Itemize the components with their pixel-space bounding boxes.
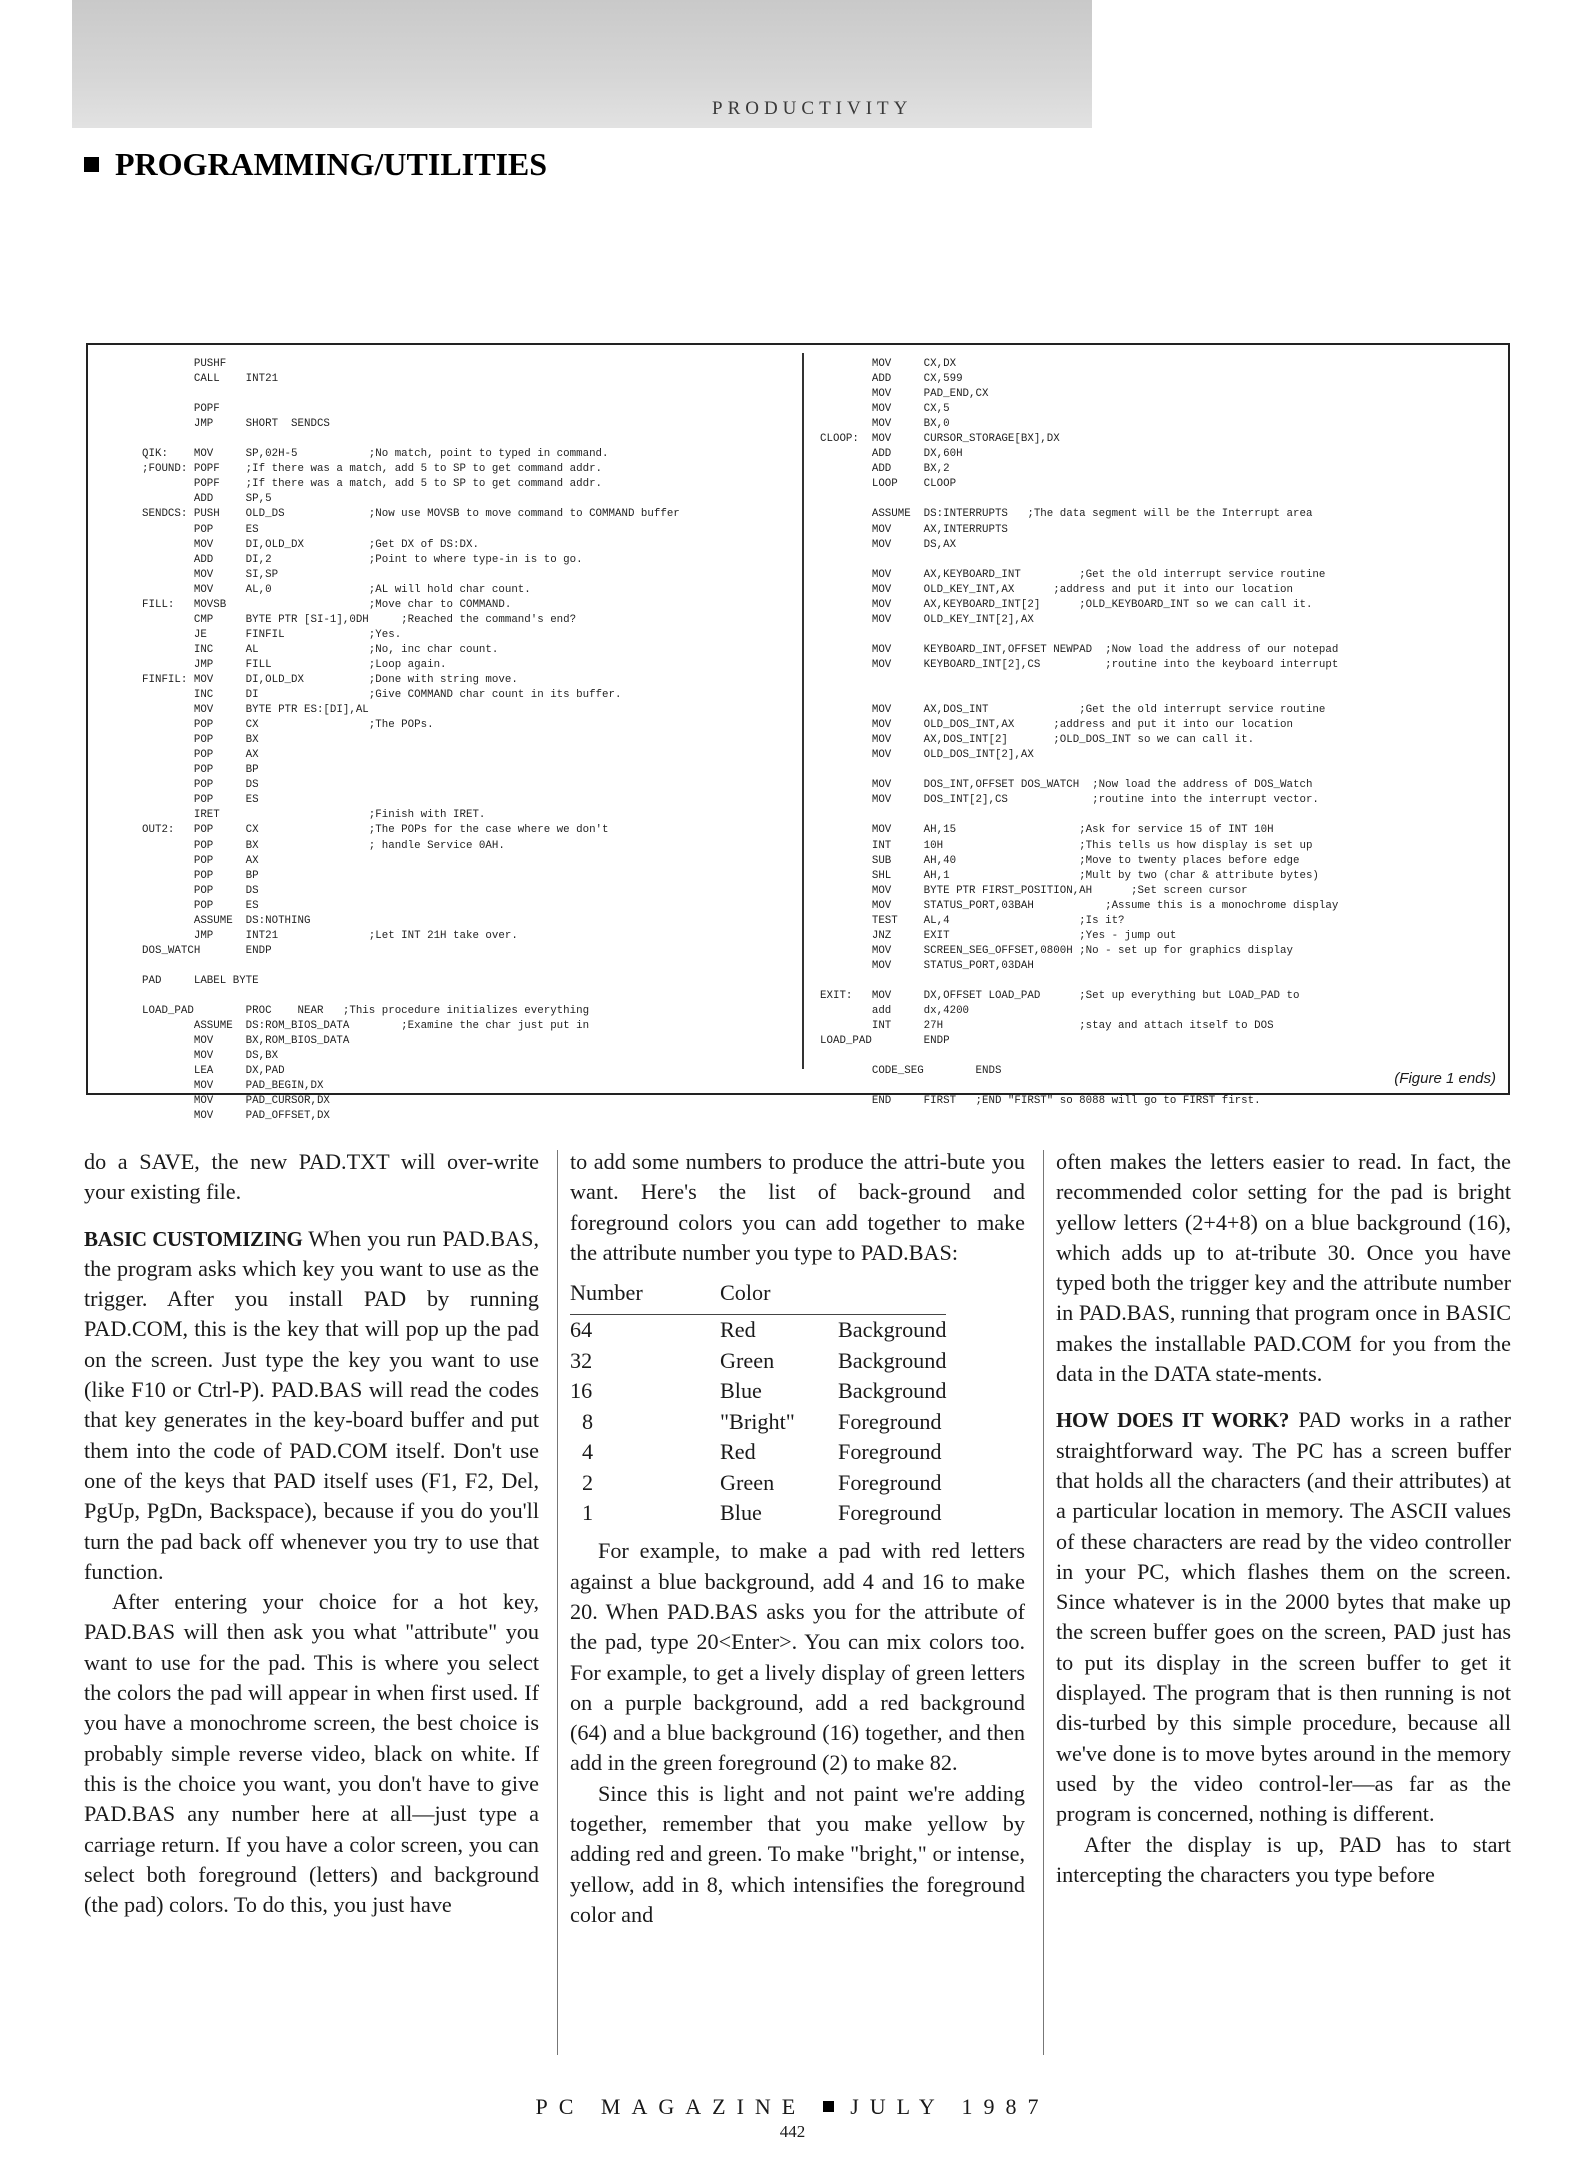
code-figure xyxy=(86,343,1510,1123)
table-cell-layer: Background xyxy=(838,1378,947,1404)
subheading-basic-customizing: BASIC CUSTOMIZING xyxy=(84,1226,303,1251)
code-listing-right: MOV CX,DX ADD CX,599 MOV PAD_END,CX MOV CX,5 MOV BX,0 CLOOP: MOV CURSOR_STORAGE[BX],DX ADD DX,60H ADD BX,2 LOOP CLOOP ASSUME DS:INTERRUPTS ;The data segment will be the Interrupt area MOV AX,INTERRUPTS MOV DS,AX MOV AX,KEYBOARD_INT ;Get the old interrupt service routine MOV OLD_KEY_INT,AX ;address and put it into our location MOV AX,KEYBOARD_INT[2] ;OLD_KEYBOARD_INT so we can call it. MOV OLD_KEY_INT[2],AX MOV KEYBOARD_INT,OFFSET NEWPAD ;Now load the address of our notepad MOV KEYBOARD_INT[2],CS ;routine into the keyboard interrupt MOV AX,DOS_INT ;Get the old interrupt service routine MOV OLD_DOS_INT,AX ;address and put it into our location MOV AX,DOS_INT[2] ;OLD_DOS_INT so we can call it. MOV OLD_DOS_INT[2],AX MOV DOS_INT,OFFSET DOS_WATCH ;Now load the address of DOS_Watch MOV DOS_INT[2],CS ;routine into the interrupt vector. MOV AH,15 ;Ask for service 15 of INT 10H INT 10H ;This tells us how display is set up SUB AH,40 ;Move to twenty places before edge SHL AH,1 ;Mult by two (char & attribute bytes) MOV BYTE PTR FIRST_POSITION,AH ;Set screen cursor MOV STATUS_PORT,03BAH ;Assume this is a monochrome display TEST AL,4 ;Is it? JNZ EXIT ;Yes - jump out MOV SCREEN_SEG_OFFSET,0800H ;No - set up for graphics display MOV STATUS_PORT,03DAH EXIT: MOV DX,OFFSET LOAD_PAD ;Set up everything but LOAD_PAD to add dx,4200 INT 27H ;stay and attach itself to DOS LOAD_PAD ENDP CODE_SEG ENDS END FIRST ;END "FIRST" so 8088 will go to FIRST first. xyxy=(820,358,1339,1108)
code-listing-left: PUSHF CALL INT21 POPF JMP SHORT SENDCS QIK: MOV SP,02H-5 ;No match, point to typed in command. ;FOUND: POPF ;If there was a match, add 5 to SP to get command addr. POPF ;If there was a match, add 5 to SP to get command addr. ADD SP,5 SENDCS: PUSH OLD_DS ;Now use MOVSB to move command to COMMAND buffer POP ES MOV DI,OLD_DX ;Get DX of DS:DX. ADD DI,2 ;Point to where type-in is to go. MOV SI,SP MOV AL,0 ;AL will hold char count. FILL: MOVSB ;Move char to COMMAND. CMP BYTE PTR [SI-1],0DH ;Reached the command's end? JE FINFIL ;Yes. INC AL ;No, inc char count. JMP FILL ;Loop again. FINFIL: MOV DI,OLD_DX ;Done with string move. INC DI ;Give COMMAND char count in its buffer. MOV BYTE PTR ES:[DI],AL POP CX ;The POPs. POP BX POP AX POP BP POP DS POP ES IRET ;Finish with IRET. OUT2: POP CX ;The POPs for the case where we don't POP BX ; handle Service 0AH. POP AX POP BP POP DS POP ES ASSUME DS:NOTHING JMP INT21 ;Let INT 21H take over. DOS_WATCH ENDP PAD LABEL BYTE LOAD_PAD PROC NEAR ;This procedure initializes everything ASSUME DS:ROM_BIOS_DATA ;Examine the char just put in MOV BX,ROM_BIOS_DATA MOV DS,BX LEA DX,PAD MOV PAD_BEGIN,DX MOV PAD_CURSOR,DX MOV PAD_OFFSET,DX xyxy=(142,358,680,1123)
table-header-row xyxy=(570,1278,946,1315)
table-cell-number: 64 xyxy=(570,1317,593,1343)
section-heading xyxy=(84,146,547,183)
subheading-how-does-it-work: HOW DOES IT WORK? xyxy=(1056,1408,1290,1433)
column-rule xyxy=(1043,1150,1044,2055)
table-cell-color: Green xyxy=(720,1347,775,1373)
square-separator-icon xyxy=(823,2101,834,2112)
table-cell-layer: Foreground xyxy=(838,1439,942,1465)
table-cell-number: 1 xyxy=(582,1499,594,1525)
table-row xyxy=(570,1437,946,1467)
paragraph: After entering your choice for a hot key, PAD.BAS will then ask you what "attribute" you want to use for the pad. This is where you select the colors the pad will appear in when first used. If you have a monochrome screen, the best choice is probably simple reverse video, black on white. If this is the choice you want, you don't have to give PAD.BAS any number here at all—just type a carriage return. If you have a color screen, you can select both foreground (letters) and background (the pad) colors. To do this, you just have xyxy=(84,1589,539,1918)
table-cell-number: 2 xyxy=(582,1469,594,1495)
table-cell-color: Red xyxy=(720,1439,756,1465)
table-header-number: Number xyxy=(570,1278,720,1315)
table-row xyxy=(570,1346,946,1376)
column-rule xyxy=(557,1150,558,2055)
paragraph: After the display is up, PAD has to start intercepting the characters you type before xyxy=(1056,1831,1511,1887)
footer-magazine: PC MAGAZINE xyxy=(535,2094,807,2119)
color-attribute-table xyxy=(570,1278,946,1528)
paragraph: For example, to make a pad with red letters against a blue background, add 4 and 16 to make 20. When PAD.BAS asks you for the attribute of the pad, type 20<Enter>. You can mix colors too. For example, to get a lively display of green letters on a purple background, add a red background (64) and a blue background (16) together, and then add in the green foreground (2) to make 82. xyxy=(570,1538,1025,1776)
table-row xyxy=(570,1376,946,1406)
code-divider xyxy=(802,353,804,1069)
figure-caption: (Figure 1 ends) xyxy=(1394,1070,1496,1087)
table-row xyxy=(570,1407,946,1437)
table-cell-number: 32 xyxy=(570,1347,593,1373)
paragraph: do a SAVE, the new PAD.TXT will over-write your existing file. xyxy=(84,1149,539,1205)
table-cell-layer: Foreground xyxy=(838,1469,942,1495)
table-cell-color: Green xyxy=(720,1469,775,1495)
table-row xyxy=(570,1498,946,1528)
paragraph: Since this is light and not paint we're adding together, remember that you make yellow by adding red and green. To make "bright," or intense, yellow, add in 8, which intensifies the foreground color and xyxy=(570,1780,1025,1927)
header-banner xyxy=(72,0,1092,128)
paragraph-text: When you run PAD.BAS, the program asks which key you want to use as the trigger. After you install PAD by running PAD.COM, this is the key that will pop up the pad on the screen. Just type the key you want to use (like F10 or Ctrl-P). PAD.BAS will read the codes that key generates in the key-board buffer and put them into the code of PAD.COM itself. Don't use one of the keys that PAD itself uses (F1, F2, Del, PgUp, PgDn, Backspace), because if you do you'll turn the pad back off whenever you try to use that function. xyxy=(84,1225,539,1584)
table-cell-number: 8 xyxy=(582,1408,594,1434)
table-header-color: Color xyxy=(720,1278,838,1315)
table-cell-number: 4 xyxy=(582,1439,594,1465)
paragraph: to add some numbers to produce the attri-bute you want. Here's the list of back-ground and foreground colors you can add together to make the attribute number you type to PAD.BAS: xyxy=(570,1149,1025,1265)
footer-issue: JULY 1987 xyxy=(850,2094,1050,2119)
section-heading-text: PROGRAMMING/UTILITIES xyxy=(115,146,548,182)
article-column-3 xyxy=(1056,1147,1511,1890)
section-banner-label: PRODUCTIVITY xyxy=(712,98,913,119)
article-column-2 xyxy=(570,1147,1025,1930)
table-cell-layer: Foreground xyxy=(838,1499,942,1525)
table-cell-layer: Background xyxy=(838,1317,947,1343)
table-row xyxy=(570,1315,946,1346)
paragraph-text: PAD works in a rather straightforward way. The PC has a screen buffer that holds all the characters (and their attributes) at a particular location in memory. The ASCII values of these characters are read by the video controller in your PC, which flashes them on the screen. Since whatever is in the 2000 bytes that make up the screen buffer goes on the screen, PAD just has to put its display in the screen buffer to get it displayed. The program that is then running is not dis-turbed by this simple procedure, because all we've done is to move bytes around in the memory used by the video control-ler—as far as the program is concerned, nothing is different. xyxy=(1056,1407,1511,1827)
square-bullet-icon xyxy=(84,157,99,172)
paragraph xyxy=(84,1224,539,1588)
table-cell-color: Red xyxy=(720,1317,756,1343)
paragraph: often makes the letters easier to read. In fact, the recommended color setting for the pad is bright yellow letters (2+4+8) on a blue background (16), which adds up to at-tribute 30. Once you have typed both the trigger key and the attribute number in PAD.BAS, running that program once in BASIC makes the installable PAD.COM for you from the data in the DATA state-ments. xyxy=(1056,1149,1511,1387)
table-row xyxy=(570,1468,946,1498)
table-header-blank xyxy=(838,1278,946,1315)
page-number: 442 xyxy=(779,2122,806,2141)
paragraph xyxy=(1056,1405,1511,1829)
article-column-1 xyxy=(84,1147,539,1920)
table-cell-color: Blue xyxy=(720,1378,762,1404)
page-footer xyxy=(0,2094,1585,2120)
color-table-body xyxy=(570,1315,946,1528)
table-cell-color: Blue xyxy=(720,1499,762,1525)
table-cell-color: "Bright" xyxy=(720,1408,795,1434)
table-cell-layer: Foreground xyxy=(838,1408,942,1434)
table-cell-layer: Background xyxy=(838,1347,947,1373)
table-cell-number: 16 xyxy=(570,1378,593,1404)
